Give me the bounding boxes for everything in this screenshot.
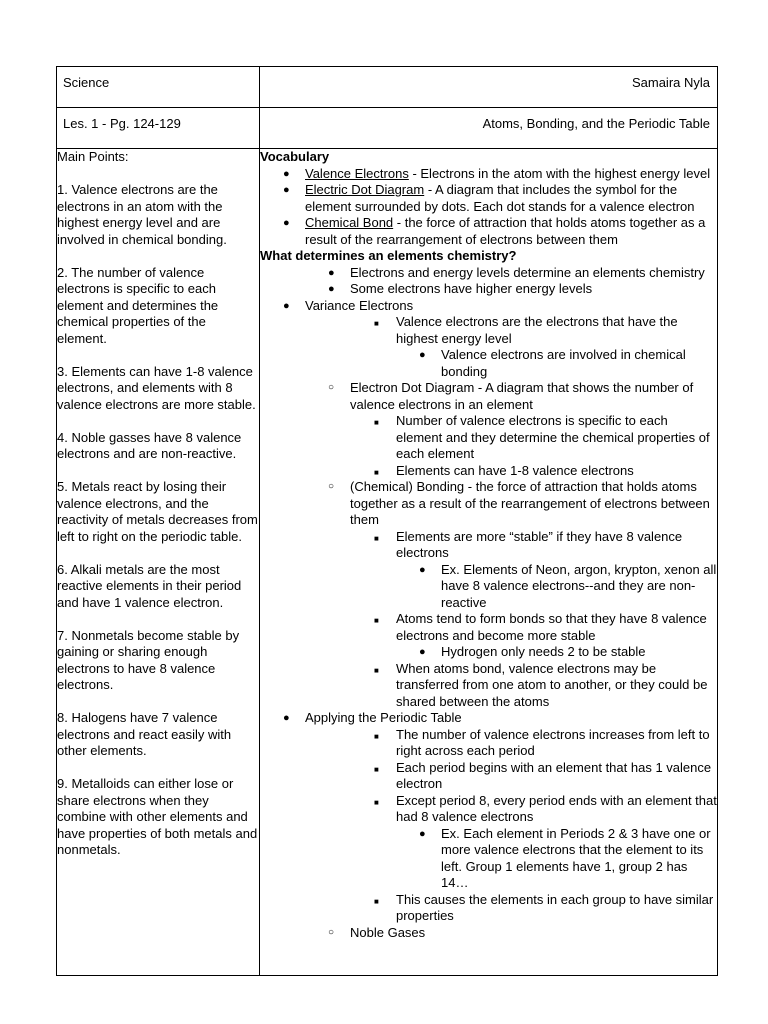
- vocab-item: [260, 166, 717, 183]
- main-point: 8. Halogens have 7 valence electrons and react easily with other elements.: [57, 710, 232, 758]
- list-item-text: Electron Dot Diagram - A diagram that shows the number of valence electrons in an element: [350, 380, 694, 412]
- bullet-square-icon: ■: [374, 665, 379, 675]
- main-points-heading: Main Points:: [57, 149, 129, 164]
- bullet-square-icon: ■: [374, 533, 379, 543]
- list-item-text: Valence electrons are involved in chemical bonding: [441, 347, 686, 379]
- vocab-item: [260, 182, 717, 215]
- vocab-term: Valence Electrons: [305, 165, 409, 181]
- bullet-circle-icon: ○: [328, 926, 335, 938]
- list-item: [260, 314, 717, 347]
- list-item-text: Elements can have 1-8 valence electrons: [396, 462, 634, 478]
- list-item-text: Valence electrons are the electrons that have the highest energy level: [396, 314, 678, 346]
- list-item-text: Elements are more “stable” if they have 8 valence electrons: [396, 528, 683, 560]
- list-item: [260, 479, 717, 529]
- header-row-2: [57, 108, 718, 149]
- bullet-dot-icon: ●: [328, 266, 335, 279]
- vocab-term: Chemical Bond: [305, 215, 394, 230]
- list-item: [260, 892, 717, 925]
- list-item-text: Ex. Each element in Periods 2 & 3 have one or more valence electrons that the element to its left. Group 1 elements have 1, group 2 has 14…: [441, 825, 711, 890]
- list-item: [260, 611, 717, 644]
- list-item: [260, 925, 717, 942]
- question-heading: What determines an elements chemistry?: [260, 248, 517, 263]
- bullet-dot-icon: ●: [419, 563, 426, 576]
- bullet-dot-icon: ●: [283, 712, 290, 724]
- list-item: [260, 562, 717, 612]
- list-item-text: Ex. Elements of Neon, argon, krypton, xenon all have 8 valence electrons--and they are non-reactive: [441, 561, 717, 610]
- vocab-item: [260, 215, 717, 248]
- list-item-text: Hydrogen only needs 2 to be stable: [441, 644, 646, 659]
- bullet-dot-icon: ●: [328, 283, 335, 295]
- list-item: [260, 644, 717, 661]
- bullet-square-icon: ■: [374, 467, 379, 477]
- main-points-column: [57, 149, 260, 976]
- bullet-circle-icon: ○: [328, 382, 335, 393]
- list-item-text: Applying the Periodic Table: [305, 710, 462, 725]
- list-item-text: Variance Electrons: [305, 297, 414, 313]
- list-item-text: Atoms tend to form bonds so that they have 8 valence electrons and become more stable: [396, 611, 707, 643]
- list-item: [260, 529, 717, 562]
- content-row: [57, 149, 718, 976]
- list-item: [260, 826, 717, 892]
- list-item-text: Some electrons have higher energy levels: [350, 281, 593, 296]
- vocab-definition: - A diagram that includes the symbol for the element surrounded by dots. Each dot stands for a valence electron: [305, 182, 695, 214]
- bullet-dot-icon: ●: [419, 349, 426, 361]
- bullet-dot-icon: ●: [419, 646, 426, 658]
- bullet-circle-icon: ○: [328, 481, 335, 492]
- bullet-dot-icon: ●: [283, 217, 290, 229]
- list-item: [260, 463, 717, 480]
- list-item-text: When atoms bond, valence electrons may be transferred from one atom to another, or they could be shared between the atoms: [396, 660, 708, 709]
- topic-cell: Atoms, Bonding, and the Periodic Table: [260, 108, 718, 149]
- list-item-text: Each period begins with an element that has 1 valence electron: [396, 759, 712, 791]
- list-item: [260, 710, 717, 727]
- list-item: [260, 265, 717, 282]
- list-item: [260, 413, 717, 463]
- list-item: [260, 281, 717, 298]
- list-item: [260, 793, 717, 826]
- list-item-text: (Chemical) Bonding - the force of attraction that holds atoms together as a result of the rearrangement of electrons between them: [350, 479, 710, 527]
- list-item: [260, 380, 717, 413]
- bullet-square-icon: ■: [374, 731, 379, 741]
- author-cell: Samaira Nyla: [260, 67, 718, 108]
- vocab-definition: - the force of attraction that holds atoms together as a result of the rearrangement of electrons between them: [305, 215, 706, 247]
- bullet-square-icon: ■: [374, 797, 379, 807]
- main-point: 1. Valence electrons are the electrons in an atom with the highest energy level and are involved in chemical bonding.: [57, 182, 227, 247]
- list-item: [260, 347, 717, 380]
- lesson-cell: Les. 1 - Pg. 124-129: [57, 108, 260, 149]
- list-item-text: The number of valence electrons increases from left to right across each period: [396, 726, 710, 758]
- bullet-dot-icon: ●: [283, 184, 290, 196]
- main-point: 5. Metals react by losing their valence electrons, and the reactivity of metals decreases from left to right on the periodic table.: [57, 479, 258, 544]
- list-item-text: Number of valence electrons is specific to each element and they determine the chemical properties of each element: [396, 413, 710, 461]
- list-item-text: Noble Gases: [350, 924, 426, 940]
- list-item-text: Except period 8, every period ends with an element that had 8 valence electrons: [396, 792, 717, 824]
- bullet-dot-icon: ●: [283, 167, 290, 180]
- list-item-text: Electrons and energy levels determine an elements chemistry: [350, 264, 705, 280]
- vocab-term: Electric Dot Diagram: [305, 182, 425, 197]
- main-point: 4. Noble gasses have 8 valence electrons and are non-reactive.: [57, 429, 242, 461]
- bullet-square-icon: ■: [374, 896, 379, 906]
- list-item: [260, 760, 717, 793]
- bullet-square-icon: ■: [374, 764, 379, 774]
- main-point: 3. Elements can have 1-8 valence electrons, and elements with 8 valence electrons are more stable.: [57, 363, 256, 412]
- bullet-square-icon: ■: [374, 418, 379, 427]
- main-point: 7. Nonmetals become stable by gaining or sharing enough electrons to have 8 valence electrons.: [57, 627, 240, 692]
- bullet-square-icon: ■: [374, 319, 379, 328]
- vocab-definition: - Electrons in the atom with the highest energy level: [408, 165, 711, 181]
- notes-column: [260, 149, 718, 976]
- header-row-1: [57, 67, 718, 108]
- list-item: [260, 727, 717, 760]
- list-item: [260, 661, 717, 711]
- notes-table: [56, 66, 718, 976]
- list-item: [260, 298, 717, 315]
- main-point: 6. Alkali metals are the most reactive elements in their period and have 1 valence electron.: [57, 561, 242, 610]
- main-point: 2. The number of valence electrons is specific to each element and determines the chemical properties of the element.: [57, 264, 219, 346]
- bullet-dot-icon: ●: [283, 299, 290, 312]
- bullet-dot-icon: ●: [419, 827, 426, 840]
- vocabulary-heading: Vocabulary: [260, 149, 330, 164]
- main-point: 9. Metalloids can either lose or share electrons when they combine with other elements and have properties of both metals and nonmetals.: [57, 776, 258, 857]
- list-item-text: This causes the elements in each group to have similar properties: [396, 891, 714, 923]
- subject-cell: Science: [57, 67, 260, 108]
- bullet-square-icon: ■: [374, 616, 379, 625]
